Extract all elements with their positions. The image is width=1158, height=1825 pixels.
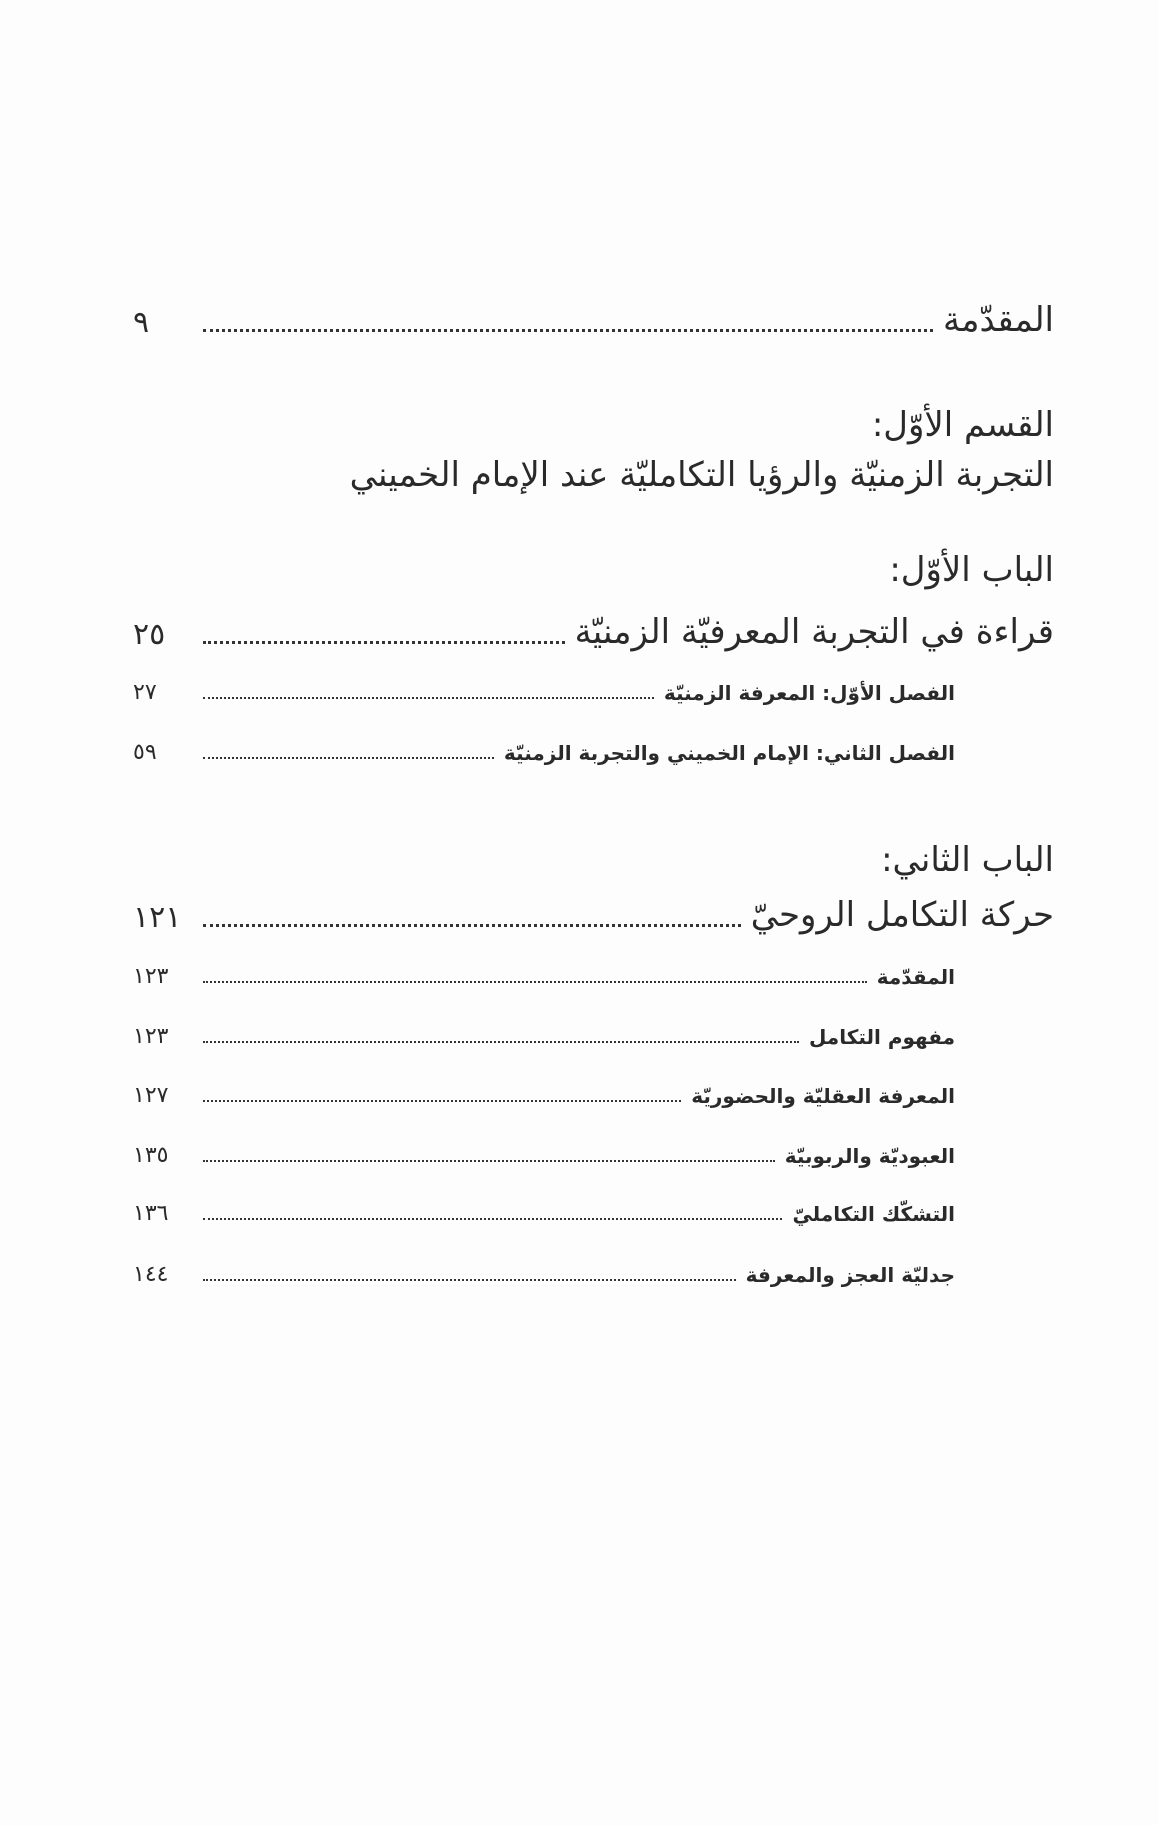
toc-entry-section[interactable] (133, 1083, 955, 1108)
dot-leader (203, 1100, 681, 1102)
toc-entry-intro[interactable] (133, 300, 1054, 340)
entry-title: جدليّة العجز والمعرفة (745, 1263, 955, 1287)
page-number: ٢٧ (133, 680, 157, 705)
page-number: ١٣٦ (133, 1201, 169, 1226)
page-number: ١٢١ (133, 900, 182, 935)
entry-title: العبوديّة والربوبيّة (784, 1144, 955, 1168)
dot-leader (203, 1041, 799, 1043)
toc-entry-section[interactable] (133, 964, 955, 989)
page-number: ١٣٥ (133, 1143, 169, 1168)
entry-title: التشكّك التكامليّ (792, 1202, 955, 1226)
part-label: القسم الأوّل: (871, 405, 1054, 445)
entry-title: حركة التكامل الروحيّ (750, 895, 1054, 935)
toc-entry-section[interactable] (133, 680, 955, 705)
entry-title: مفهوم التكامل (808, 1025, 955, 1049)
dot-leader (203, 981, 867, 983)
toc-entry-section[interactable] (133, 1024, 955, 1049)
entry-title: قراءة في التجربة المعرفيّة الزمنيّة (574, 612, 1054, 652)
entry-title: المقدّمة (943, 300, 1054, 340)
toc-entry-section[interactable] (133, 1201, 955, 1226)
chapter-label: الباب الأوّل: (889, 550, 1054, 590)
entry-title: المعرفة العقليّة والحضوريّة (691, 1084, 955, 1108)
page-number: ٢٥ (133, 617, 166, 652)
dot-leader (203, 1279, 736, 1281)
page-number: ٩ (133, 305, 150, 340)
entry-title: الفصل الأوّل: المعرفة الزمنيّة (663, 681, 955, 705)
dot-leader (203, 757, 494, 759)
dot-leader (203, 697, 654, 699)
dot-leader (203, 924, 741, 927)
entry-title: الفصل الثاني: الإمام الخميني والتجربة الزمنيّة (503, 741, 955, 765)
chapter-label: الباب الثاني: (881, 840, 1054, 880)
toc-entry-section[interactable] (133, 1262, 955, 1287)
toc-entry-section[interactable] (133, 740, 955, 765)
dot-leader (203, 329, 933, 332)
toc-entry-chapter[interactable] (133, 895, 1054, 935)
entry-title: المقدّمة (876, 965, 955, 989)
page-number: ١٢٧ (133, 1083, 169, 1108)
page-number: ١٤٤ (133, 1262, 169, 1287)
toc-entry-chapter[interactable] (133, 612, 1054, 652)
part-title: التجربة الزمنيّة والرؤيا التكامليّة عند الإمام الخميني (349, 455, 1054, 495)
page-number: ٥٩ (133, 740, 157, 765)
toc-entry-section[interactable] (133, 1143, 955, 1168)
dot-leader (203, 641, 565, 644)
dot-leader (203, 1160, 775, 1162)
dot-leader (203, 1218, 782, 1220)
page-number: ١٢٣ (133, 1024, 169, 1049)
page-number: ١٢٣ (133, 964, 169, 989)
